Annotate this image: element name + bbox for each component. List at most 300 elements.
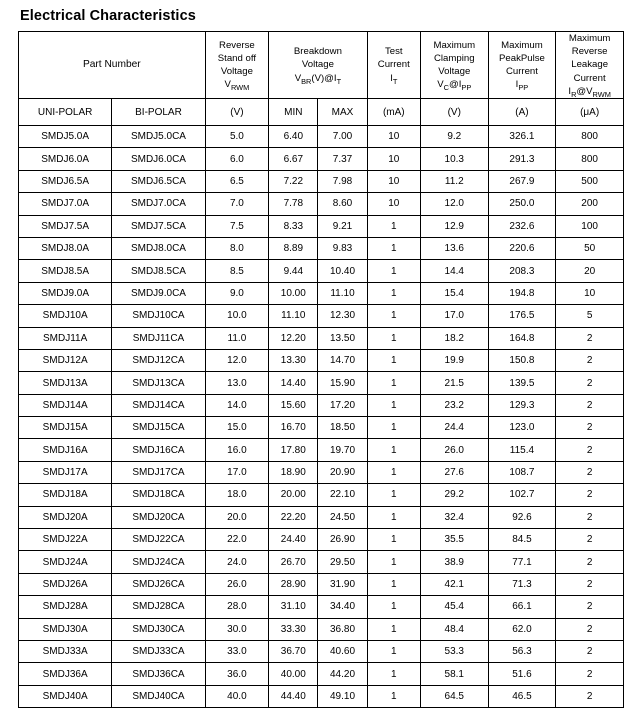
table-row	[19, 148, 624, 170]
cell-value: 1	[367, 260, 420, 282]
cell-unipolar: SMDJ22A	[19, 529, 112, 551]
cell-value: 1	[367, 461, 420, 483]
subheader-unipolar: UNI-POLAR	[19, 99, 112, 126]
cell-value: 84.5	[488, 529, 556, 551]
cell-value: 23.2	[420, 394, 488, 416]
cell-value: 40.0	[205, 685, 269, 707]
symbol-sub: T	[336, 76, 342, 86]
cell-value: 17.20	[318, 394, 367, 416]
header-line: Current	[573, 72, 606, 84]
cell-value: 1	[367, 663, 420, 685]
cell-unipolar: SMDJ8.0A	[19, 237, 112, 259]
cell-value: 2	[556, 506, 624, 528]
subheader-bipolar: BI-POLAR	[112, 99, 205, 126]
header-symbol	[556, 85, 623, 98]
cell-value: 2	[556, 573, 624, 595]
header-line: Voltage	[220, 66, 253, 77]
cell-value: 44.20	[318, 663, 367, 685]
cell-bipolar: SMDJ7.0CA	[112, 193, 205, 215]
cell-value: 13.30	[269, 349, 318, 371]
symbol-main: I	[515, 79, 519, 91]
header-line: Clamping	[434, 52, 475, 64]
cell-value: 10	[556, 282, 624, 304]
header-reverse-standoff-voltage	[205, 32, 269, 99]
page-title: Electrical Characteristics	[20, 8, 196, 24]
cell-unipolar: SMDJ30A	[19, 618, 112, 640]
cell-value: 2	[556, 461, 624, 483]
cell-unipolar: SMDJ5.0A	[19, 126, 112, 148]
header-line: Current	[505, 66, 538, 77]
cell-value: 1	[367, 596, 420, 618]
cell-unipolar: SMDJ13A	[19, 372, 112, 394]
cell-value: 500	[556, 170, 624, 192]
cell-value: 29.50	[318, 551, 367, 573]
header-max-reverse-leakage-current	[556, 32, 624, 99]
cell-value: 38.9	[420, 551, 488, 573]
cell-bipolar: SMDJ7.5CA	[112, 215, 205, 237]
cell-value: 326.1	[488, 126, 556, 148]
header-part-number: Part Number	[19, 32, 206, 99]
table-row	[19, 618, 624, 640]
table-row	[19, 170, 624, 192]
symbol-main: I	[568, 85, 572, 97]
cell-value: 1	[367, 506, 420, 528]
cell-value: 10	[367, 170, 420, 192]
header-line: Leakage	[571, 59, 609, 71]
cell-value: 12.0	[205, 349, 269, 371]
subheader-leakage-unit: (μA)	[556, 99, 624, 126]
cell-value: 1	[367, 215, 420, 237]
cell-unipolar: SMDJ6.0A	[19, 148, 112, 170]
cell-value: 24.4	[420, 417, 488, 439]
cell-value: 26.0	[420, 439, 488, 461]
cell-value: 291.3	[488, 148, 556, 170]
cell-value: 123.0	[488, 417, 556, 439]
symbol-sub: R	[571, 89, 577, 99]
cell-value: 10	[367, 193, 420, 215]
table-row	[19, 237, 624, 259]
cell-value: 220.6	[488, 237, 556, 259]
table-row	[19, 506, 624, 528]
cell-unipolar: SMDJ9.0A	[19, 282, 112, 304]
cell-value: 24.0	[205, 551, 269, 573]
cell-value: 1	[367, 372, 420, 394]
symbol-sub: RWM	[230, 83, 250, 93]
cell-bipolar: SMDJ18CA	[112, 484, 205, 506]
cell-value: 13.0	[205, 372, 269, 394]
cell-value: 8.0	[205, 237, 269, 259]
cell-value: 2	[556, 372, 624, 394]
cell-value: 2	[556, 484, 624, 506]
cell-value: 22.10	[318, 484, 367, 506]
cell-value: 32.4	[420, 506, 488, 528]
cell-value: 33.0	[205, 641, 269, 663]
cell-value: 7.37	[318, 148, 367, 170]
cell-value: 2	[556, 417, 624, 439]
header-line: Test	[384, 46, 403, 58]
header-line: Maximum	[433, 39, 476, 51]
cell-value: 27.6	[420, 461, 488, 483]
symbol-sub: T	[392, 76, 398, 86]
cell-value: 6.5	[205, 170, 269, 192]
cell-value: 1	[367, 394, 420, 416]
cell-value: 24.50	[318, 506, 367, 528]
cell-value: 8.33	[269, 215, 318, 237]
cell-value: 200	[556, 193, 624, 215]
cell-value: 232.6	[488, 215, 556, 237]
cell-value: 102.7	[488, 484, 556, 506]
cell-bipolar: SMDJ30CA	[112, 618, 205, 640]
cell-bipolar: SMDJ20CA	[112, 506, 205, 528]
cell-bipolar: SMDJ22CA	[112, 529, 205, 551]
cell-unipolar: SMDJ14A	[19, 394, 112, 416]
symbol-sub: PP	[518, 83, 529, 93]
cell-value: 53.3	[420, 641, 488, 663]
subheader-breakdown-min: MIN	[269, 99, 318, 126]
cell-value: 20.00	[269, 484, 318, 506]
cell-unipolar: SMDJ16A	[19, 439, 112, 461]
symbol-main: V	[437, 79, 444, 91]
table-row	[19, 641, 624, 663]
cell-value: 2	[556, 349, 624, 371]
cell-value: 8.5	[205, 260, 269, 282]
cell-value: 15.4	[420, 282, 488, 304]
cell-value: 250.0	[488, 193, 556, 215]
cell-value: 2	[556, 618, 624, 640]
cell-bipolar: SMDJ12CA	[112, 349, 205, 371]
cell-bipolar: SMDJ33CA	[112, 641, 205, 663]
cell-value: 9.44	[269, 260, 318, 282]
cell-value: 129.3	[488, 394, 556, 416]
cell-value: 1	[367, 237, 420, 259]
cell-value: 62.0	[488, 618, 556, 640]
cell-value: 20.90	[318, 461, 367, 483]
symbol-mid: @I	[449, 79, 462, 91]
cell-value: 28.0	[205, 596, 269, 618]
table-row	[19, 372, 624, 394]
cell-bipolar: SMDJ5.0CA	[112, 126, 205, 148]
cell-value: 16.0	[205, 439, 269, 461]
cell-value: 33.30	[269, 618, 318, 640]
cell-value: 2	[556, 641, 624, 663]
cell-value: 35.5	[420, 529, 488, 551]
cell-value: 6.67	[269, 148, 318, 170]
table-row	[19, 394, 624, 416]
cell-value: 14.4	[420, 260, 488, 282]
table-row	[19, 573, 624, 595]
cell-value: 1	[367, 484, 420, 506]
table-row	[19, 417, 624, 439]
cell-value: 5.0	[205, 126, 269, 148]
cell-value: 77.1	[488, 551, 556, 573]
cell-value: 22.20	[269, 506, 318, 528]
cell-bipolar: SMDJ15CA	[112, 417, 205, 439]
cell-value: 40.00	[269, 663, 318, 685]
cell-value: 20	[556, 260, 624, 282]
electrical-characteristics-table	[18, 31, 624, 708]
cell-unipolar: SMDJ33A	[19, 641, 112, 663]
cell-unipolar: SMDJ12A	[19, 349, 112, 371]
cell-value: 16.70	[269, 417, 318, 439]
subheader-test-current-unit: (mA)	[367, 99, 420, 126]
cell-value: 7.78	[269, 193, 318, 215]
header-line: Voltage	[438, 66, 471, 77]
header-line: Reverse	[571, 46, 608, 58]
cell-value: 17.0	[205, 461, 269, 483]
cell-bipolar: SMDJ8.5CA	[112, 260, 205, 282]
cell-value: 26.70	[269, 551, 318, 573]
cell-value: 2	[556, 327, 624, 349]
cell-value: 9.21	[318, 215, 367, 237]
header-line: Maximum	[501, 39, 543, 51]
cell-value: 7.98	[318, 170, 367, 192]
table-header-row-sub	[19, 99, 624, 126]
cell-value: 34.40	[318, 596, 367, 618]
cell-value: 11.2	[420, 170, 488, 192]
cell-value: 11.10	[269, 305, 318, 327]
cell-value: 150.8	[488, 349, 556, 371]
cell-value: 17.80	[269, 439, 318, 461]
cell-value: 20.0	[205, 506, 269, 528]
cell-value: 13.6	[420, 237, 488, 259]
header-symbol	[206, 78, 269, 91]
cell-value: 1	[367, 551, 420, 573]
subheader-peakpulse-unit: (A)	[488, 99, 556, 126]
cell-value: 9.0	[205, 282, 269, 304]
cell-value: 1	[367, 349, 420, 371]
cell-value: 49.10	[318, 685, 367, 707]
table-row	[19, 260, 624, 282]
header-symbol	[269, 72, 366, 85]
cell-value: 36.70	[269, 641, 318, 663]
header-symbol	[368, 72, 420, 85]
cell-bipolar: SMDJ17CA	[112, 461, 205, 483]
cell-value: 44.40	[269, 685, 318, 707]
cell-unipolar: SMDJ7.0A	[19, 193, 112, 215]
cell-value: 19.70	[318, 439, 367, 461]
cell-value: 2	[556, 529, 624, 551]
symbol-sub: C	[443, 83, 450, 93]
cell-bipolar: SMDJ13CA	[112, 372, 205, 394]
cell-bipolar: SMDJ8.0CA	[112, 237, 205, 259]
table-body	[19, 126, 624, 708]
cell-value: 31.10	[269, 596, 318, 618]
cell-bipolar: SMDJ10CA	[112, 305, 205, 327]
cell-value: 15.90	[318, 372, 367, 394]
cell-value: 208.3	[488, 260, 556, 282]
cell-value: 18.2	[420, 327, 488, 349]
table-header	[19, 32, 624, 126]
cell-value: 139.5	[488, 372, 556, 394]
cell-value: 36.0	[205, 663, 269, 685]
cell-value: 12.30	[318, 305, 367, 327]
table-row	[19, 685, 624, 707]
cell-unipolar: SMDJ6.5A	[19, 170, 112, 192]
cell-value: 26.90	[318, 529, 367, 551]
header-line: PeakPulse	[499, 52, 545, 64]
header-breakdown-voltage	[269, 32, 367, 99]
cell-value: 10	[367, 126, 420, 148]
cell-value: 6.0	[205, 148, 269, 170]
table-row	[19, 215, 624, 237]
cell-unipolar: SMDJ20A	[19, 506, 112, 528]
table-row	[19, 349, 624, 371]
cell-value: 14.40	[269, 372, 318, 394]
cell-value: 1	[367, 282, 420, 304]
cell-value: 194.8	[488, 282, 556, 304]
cell-value: 7.22	[269, 170, 318, 192]
cell-value: 45.4	[420, 596, 488, 618]
cell-value: 1	[367, 529, 420, 551]
table-row	[19, 484, 624, 506]
header-line: Voltage	[301, 59, 334, 71]
header-symbol	[421, 78, 488, 91]
cell-value: 5	[556, 305, 624, 327]
cell-bipolar: SMDJ11CA	[112, 327, 205, 349]
cell-value: 11.10	[318, 282, 367, 304]
cell-value: 30.0	[205, 618, 269, 640]
cell-bipolar: SMDJ14CA	[112, 394, 205, 416]
cell-value: 1	[367, 439, 420, 461]
cell-bipolar: SMDJ40CA	[112, 685, 205, 707]
table-row	[19, 305, 624, 327]
cell-value: 46.5	[488, 685, 556, 707]
cell-value: 6.40	[269, 126, 318, 148]
cell-unipolar: SMDJ28A	[19, 596, 112, 618]
cell-value: 24.40	[269, 529, 318, 551]
cell-value: 1	[367, 573, 420, 595]
header-line: Stand off	[217, 52, 257, 64]
cell-value: 18.0	[205, 484, 269, 506]
header-test-current	[367, 32, 420, 99]
cell-value: 8.60	[318, 193, 367, 215]
cell-value: 108.7	[488, 461, 556, 483]
cell-value: 56.3	[488, 641, 556, 663]
subheader-standoff-unit: (V)	[205, 99, 269, 126]
cell-value: 2	[556, 394, 624, 416]
cell-value: 31.90	[318, 573, 367, 595]
cell-value: 18.50	[318, 417, 367, 439]
table-row	[19, 529, 624, 551]
cell-value: 1	[367, 417, 420, 439]
header-max-clamping-voltage	[420, 32, 488, 99]
cell-value: 10	[367, 148, 420, 170]
cell-value: 10.0	[205, 305, 269, 327]
table-row	[19, 327, 624, 349]
cell-value: 15.0	[205, 417, 269, 439]
cell-value: 267.9	[488, 170, 556, 192]
cell-bipolar: SMDJ16CA	[112, 439, 205, 461]
cell-bipolar: SMDJ26CA	[112, 573, 205, 595]
cell-unipolar: SMDJ15A	[19, 417, 112, 439]
cell-value: 92.6	[488, 506, 556, 528]
cell-value: 58.1	[420, 663, 488, 685]
cell-unipolar: SMDJ40A	[19, 685, 112, 707]
cell-value: 40.60	[318, 641, 367, 663]
cell-bipolar: SMDJ9.0CA	[112, 282, 205, 304]
cell-value: 29.2	[420, 484, 488, 506]
cell-value: 176.5	[488, 305, 556, 327]
header-max-peak-pulse-current	[488, 32, 556, 99]
cell-value: 2	[556, 551, 624, 573]
cell-unipolar: SMDJ24A	[19, 551, 112, 573]
cell-value: 18.90	[269, 461, 318, 483]
cell-value: 8.89	[269, 237, 318, 259]
cell-value: 66.1	[488, 596, 556, 618]
cell-bipolar: SMDJ6.0CA	[112, 148, 205, 170]
table-row	[19, 663, 624, 685]
symbol-sub: RWM	[592, 89, 611, 99]
cell-value: 1	[367, 327, 420, 349]
cell-value: 9.2	[420, 126, 488, 148]
cell-value: 1	[367, 305, 420, 327]
cell-value: 115.4	[488, 439, 556, 461]
cell-unipolar: SMDJ8.5A	[19, 260, 112, 282]
cell-unipolar: SMDJ10A	[19, 305, 112, 327]
cell-bipolar: SMDJ36CA	[112, 663, 205, 685]
table-row	[19, 551, 624, 573]
cell-value: 800	[556, 126, 624, 148]
table-row	[19, 461, 624, 483]
subheader-breakdown-max: MAX	[318, 99, 367, 126]
header-line: Breakdown	[293, 46, 342, 58]
cell-value: 100	[556, 215, 624, 237]
symbol-main: V	[294, 72, 302, 84]
table-row	[19, 282, 624, 304]
cell-bipolar: SMDJ6.5CA	[112, 170, 205, 192]
cell-value: 42.1	[420, 573, 488, 595]
cell-value: 26.0	[205, 573, 269, 595]
cell-value: 800	[556, 148, 624, 170]
symbol-sub: PP	[461, 83, 472, 93]
table-row	[19, 126, 624, 148]
table-row	[19, 439, 624, 461]
cell-value: 11.0	[205, 327, 269, 349]
cell-value: 7.0	[205, 193, 269, 215]
cell-value: 13.50	[318, 327, 367, 349]
symbol-mid: (V)@I	[311, 72, 337, 84]
cell-value: 7.00	[318, 126, 367, 148]
cell-value: 36.80	[318, 618, 367, 640]
cell-value: 1	[367, 618, 420, 640]
table-row	[19, 193, 624, 215]
cell-value: 2	[556, 439, 624, 461]
symbol-mid: @V	[576, 85, 593, 97]
cell-value: 19.9	[420, 349, 488, 371]
cell-unipolar: SMDJ11A	[19, 327, 112, 349]
symbol-main: V	[224, 79, 231, 91]
table-row	[19, 596, 624, 618]
cell-value: 21.5	[420, 372, 488, 394]
cell-unipolar: SMDJ7.5A	[19, 215, 112, 237]
cell-unipolar: SMDJ17A	[19, 461, 112, 483]
cell-value: 15.60	[269, 394, 318, 416]
cell-value: 9.83	[318, 237, 367, 259]
cell-value: 22.0	[205, 529, 269, 551]
cell-value: 51.6	[488, 663, 556, 685]
header-line: Maximum	[568, 33, 611, 44]
cell-value: 71.3	[488, 573, 556, 595]
cell-value: 48.4	[420, 618, 488, 640]
symbol-sub: BR	[301, 76, 312, 86]
cell-value: 14.70	[318, 349, 367, 371]
cell-value: 12.20	[269, 327, 318, 349]
cell-value: 1	[367, 641, 420, 663]
cell-unipolar: SMDJ18A	[19, 484, 112, 506]
cell-value: 50	[556, 237, 624, 259]
cell-value: 2	[556, 685, 624, 707]
cell-value: 64.5	[420, 685, 488, 707]
